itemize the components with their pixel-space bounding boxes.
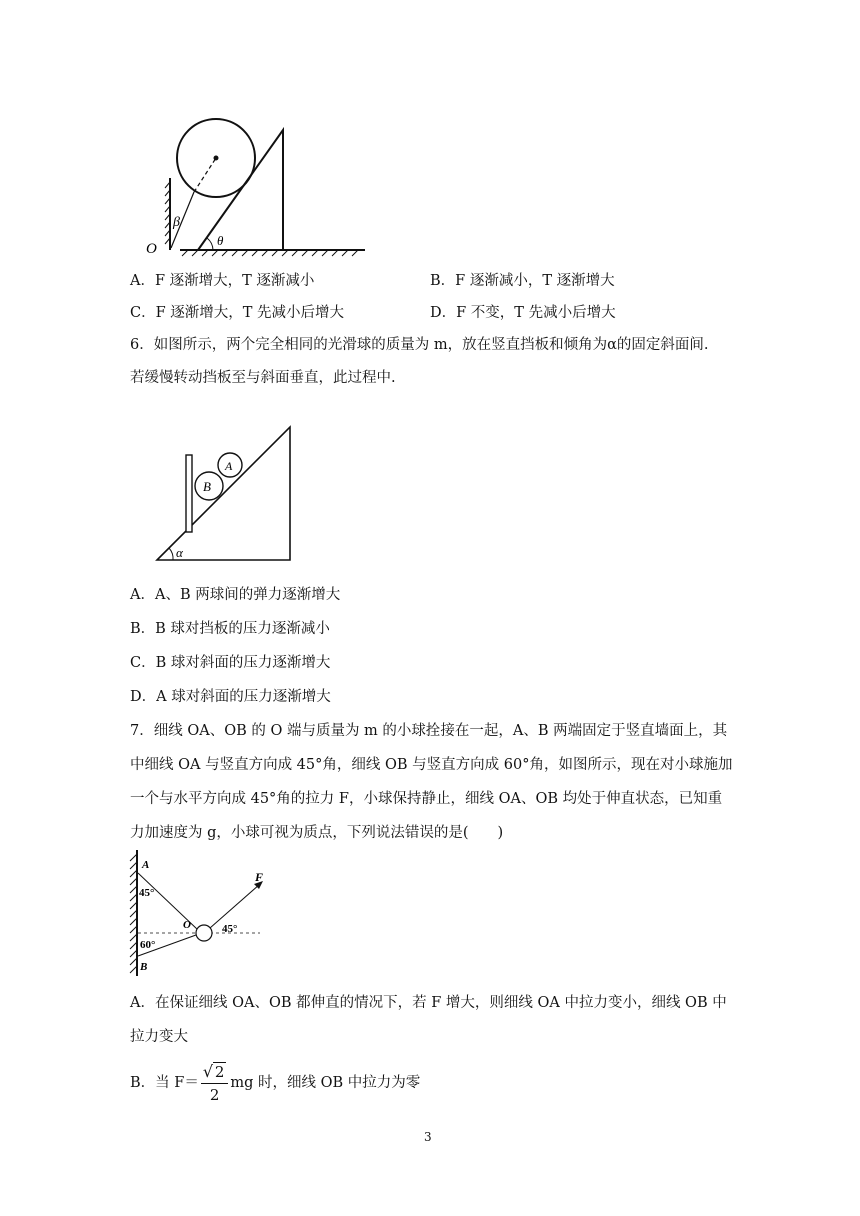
label-beta: β	[173, 215, 180, 230]
label-ball-b: B	[203, 479, 211, 494]
q6-stem-line1: 6．如图所示，两个完全相同的光滑球的质量为 m，放在竖直挡板和倾角为α的固定斜面间.	[130, 337, 709, 353]
q6-option-c: C．B 球对斜面的压力逐渐增大	[130, 655, 331, 671]
figure-strings-force	[118, 848, 278, 983]
q5-option-d: D．F 不变，T 先减小后增大	[430, 305, 616, 321]
fraction-numerator: 2	[214, 1062, 225, 1081]
q5-option-b: B．F 逐渐减小，T 逐渐增大	[430, 273, 615, 289]
q6-option-d: D．A 球对斜面的压力逐渐增大	[130, 689, 331, 705]
q6-option-b: B．B 球对挡板的压力逐渐减小	[130, 621, 330, 637]
q5-option-c: C．F 逐渐增大，T 先减小后增大	[130, 305, 345, 321]
q7-stem-line4: 力加速度为 g，小球可视为质点，下列说法错误的是( )	[130, 825, 504, 841]
label-a: A	[142, 859, 150, 871]
figure-ball-wedge	[140, 110, 380, 270]
q7-option-b-suffix: mg 时，细线 OB 中拉力为零	[230, 1075, 421, 1091]
q7-stem-line3: 一个与水平方向成 45°角的拉力 F，小球保持静止，细线 OA、OB 均处于伸直状态，已知重	[130, 791, 723, 807]
q7-option-b-prefix: B．当 F＝	[130, 1075, 199, 1091]
label-angle-f: 45°	[222, 923, 238, 935]
label-O: O	[146, 241, 157, 257]
q6-option-a: A．A、B 两球间的弹力逐渐增大	[130, 587, 341, 603]
label-f: F	[255, 870, 264, 884]
fraction-denominator: 2	[209, 1085, 220, 1104]
page-number: 3	[424, 1130, 432, 1144]
q7-option-a-line2: 拉力变大	[130, 1029, 188, 1045]
q5-option-a: A．F 逐渐增大，T 逐渐减小	[130, 273, 315, 289]
label-theta: θ	[217, 233, 224, 248]
q7-stem-line1: 7．细线 OA、OB 的 O 端与质量为 m 的小球拴接在一起，A、B 两端固定于竖直墙面上，其	[130, 723, 728, 739]
label-angle-b: 60°	[140, 939, 156, 951]
fraction-sqrt2-over-2: √ 2 2	[201, 1061, 229, 1106]
q7-option-b	[130, 1058, 420, 1108]
q7-option-a-line1: A．在保证细线 OA、OB 都伸直的情况下，若 F 增大，则细线 OA 中拉力变小，细线 OB 中	[130, 995, 727, 1011]
q6-stem-line2: 若缓慢转动挡板至与斜面垂直，此过程中.	[130, 370, 396, 386]
figure-two-balls-incline	[150, 420, 300, 565]
label-ball-a: A	[225, 459, 233, 473]
label-b: B	[140, 961, 148, 973]
q7-stem-line2: 中细线 OA 与竖直方向成 45°角，细线 OB 与竖直方向成 60°角，如图所示，现在对小球施加	[130, 757, 733, 773]
label-o: O	[183, 919, 191, 931]
label-alpha: α	[176, 545, 183, 560]
label-angle-a: 45°	[139, 887, 155, 899]
